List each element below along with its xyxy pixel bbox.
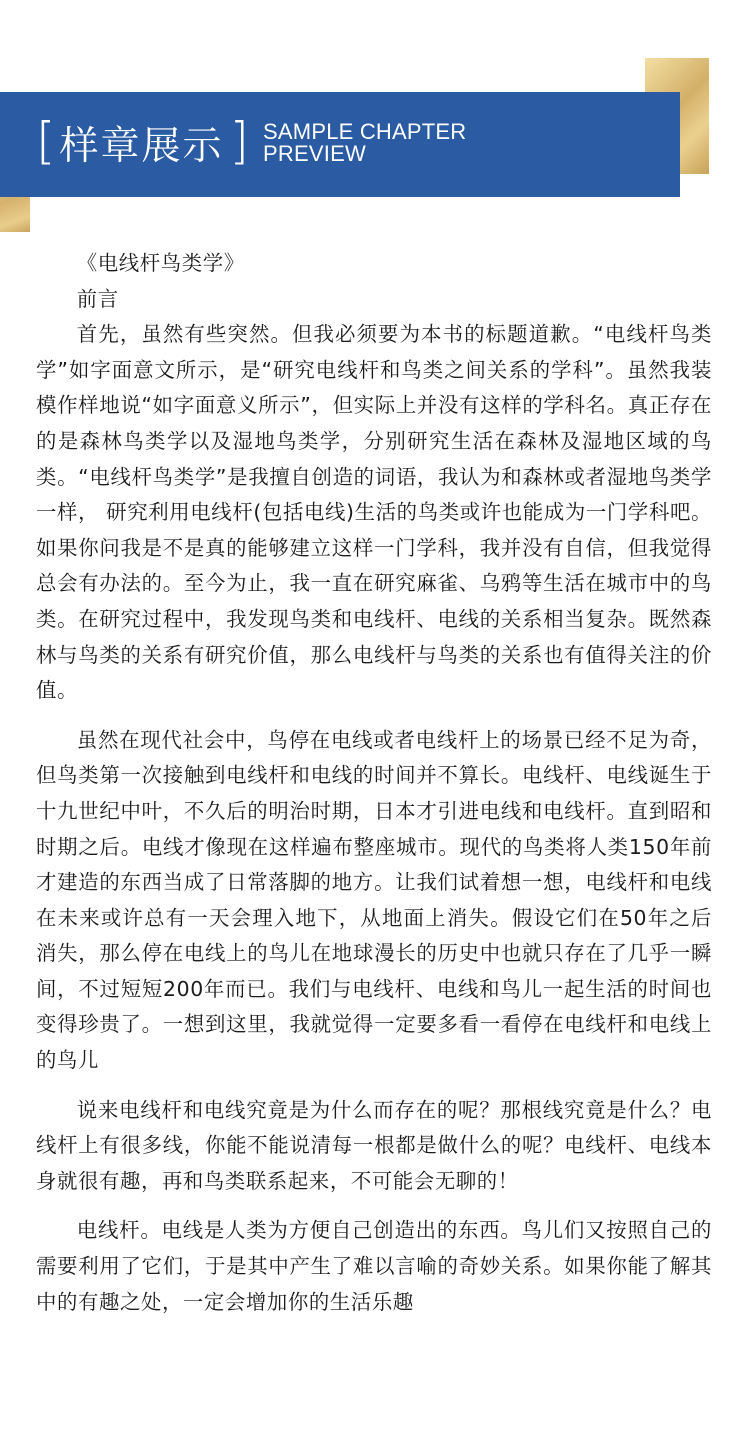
paragraph-3: 说来电线杆和电线究竟是为什么而存在的呢？那根线究竟是什么？电线杆上有很多线，你能不能说清每一根都是做什么的呢？电线杆、电线本身就很有趣，再和鸟类联系起来，不可能会无聊的！ [36, 1097, 712, 1193]
banner-title-english-line2: PREVIEW [263, 141, 366, 166]
article-body [36, 246, 712, 1320]
banner-title [36, 112, 466, 174]
paragraph-2: 虽然在现代社会中，鸟停在电线或者电线杆上的场景已经不足为奇，但鸟类第一次接触到电线杆和电线的时间并不算长。电线杆、电线诞生于十九世纪中叶，不久后的明治时期，日本才引进电线和电线杆。直到昭和时期之后。电线才像现在这样遍布整座城市。现代的鸟类将人类150年前才建造的东西当成了日常落脚的地方。让我们试着想一想，电线杆和电线在未来或许总有一天会理入地下，从地面上消失。假设它们在50年之后消失，那么停在电线上的鸟儿在地球漫长的历史中也就只存在了几乎一瞬间，不过短短200年而已。我们与电线杆、电线和鸟儿一起生活的时间也变得珍贵了。一想到这里，我就觉得一定要多看一看停在电线杆和电线上的鸟儿 [36, 727, 712, 1073]
bracket-close: ] [229, 112, 250, 170]
banner-title-chinese: 样章展示 [59, 124, 224, 169]
section-heading: 前言 [76, 286, 119, 311]
book-title: 《电线杆鸟类学》 [76, 251, 245, 275]
bracket-open: [ [36, 112, 56, 170]
banner-title-english [263, 121, 466, 165]
paragraph-1: 首先，虽然有些突然。但我必须要为本书的标题道歉。“电线杆鸟类学”如字面意文所示，是“研究电线杆和鸟类之间关系的学科”。虽然我装模作样地说“如字面意义所示”，但实际上并没有这样的学科名。真正存在的是森林鸟类学以及湿地鸟类学，分别研究生活在森林及湿地区域的鸟类。“电线杆鸟类学”是我擅自创造的词语，我认为和森林或者湿地鸟类学一样， 研究利用电线杆(包括电线)生活的鸟类或许也能成为一门学科吧。如果你问我是不是真的能够建立这样一门学科，我并没有自信，但我觉得总会有办法的。至今为止，我一直在研究麻雀、乌鸦等生活在城市中的鸟类。在研究过程中，我发现鸟类和电线杆、电线的关系相当复杂。既然森林与鸟类的关系有研究价值，那么电线杆与鸟类的关系也有值得关注的价值。 [36, 322, 712, 703]
section-banner [0, 92, 680, 197]
paragraph-4: 电线杆。电线是人类为方便自己创造出的东西。鸟儿们又按照自己的需要利用了它们，于是其中产生了难以言喻的奇妙关系。如果你能了解其中的有趣之处，一定会增加你的生活乐趣 [36, 1218, 712, 1314]
banner-title-english-line1: SAMPLE CHAPTER [263, 119, 467, 144]
